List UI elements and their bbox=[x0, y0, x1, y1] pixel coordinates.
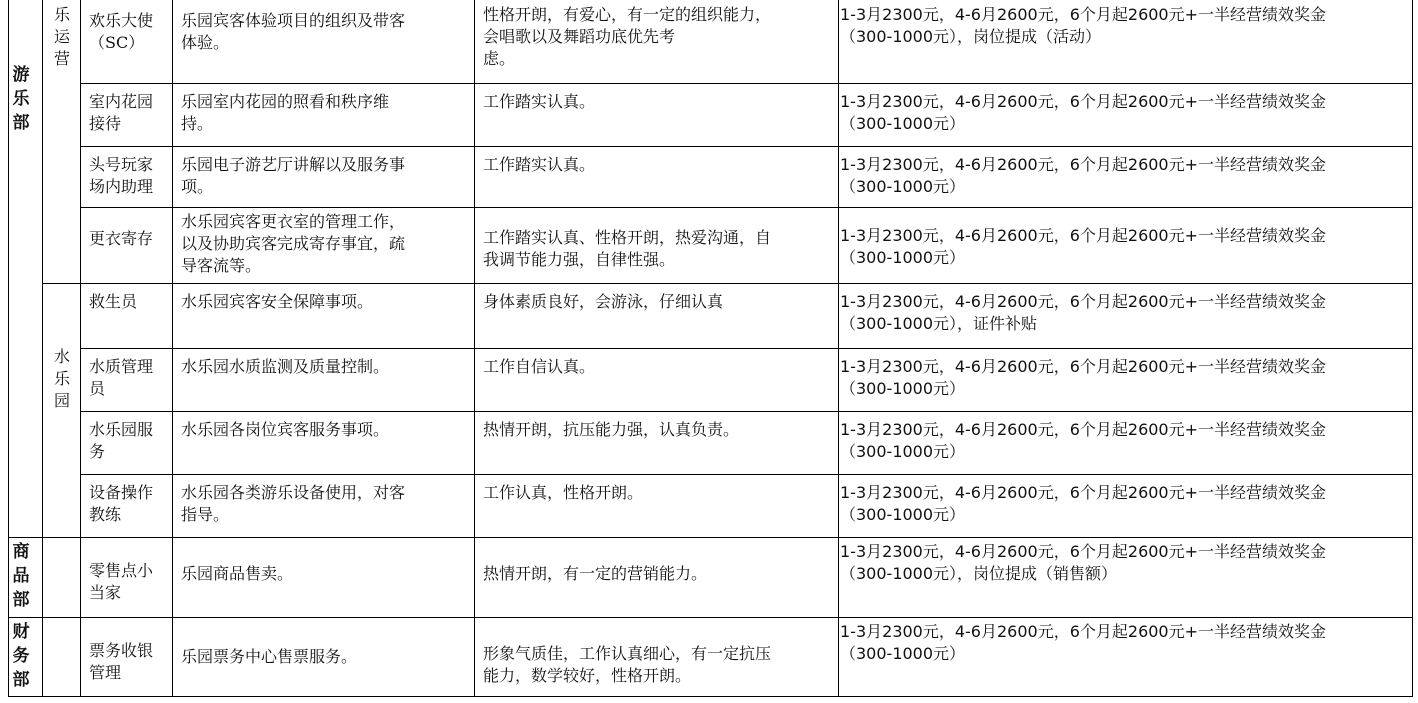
requirement-cell-line: 工作认真，性格开朗。 bbox=[483, 483, 644, 502]
duty-cell-line: 乐园票务中心售票服务。 bbox=[181, 647, 358, 666]
salary-cell-line: （300-1000元） bbox=[840, 379, 966, 398]
position-cell-line: 水乐园服 bbox=[89, 420, 154, 439]
salary-cell-line: 1-3月2300元，4-6月2600元，6个月起2600元+一半经营绩效奖金 bbox=[840, 226, 1327, 245]
salary-cell-line: （300-1000元） bbox=[840, 505, 966, 524]
requirement-cell-line: 热情开朗，抗压能力强，认真负责。 bbox=[483, 420, 740, 439]
duty-cell-line: 乐园室内花园的照看和秩序维 bbox=[181, 92, 390, 111]
salary-cell-line: 1-3月2300元，4-6月2600元，6个月起2600元+一半经营绩效奖金 bbox=[840, 155, 1327, 174]
requirement-cell-line: 工作踏实认真。 bbox=[483, 155, 596, 174]
position-cell-line: 零售点小 bbox=[89, 561, 154, 580]
position-cell-line: 室内花园 bbox=[89, 92, 154, 111]
salary-cell-line: 1-3月2300元，4-6月2600元，6个月起2600元+一半经营绩效奖金 bbox=[840, 420, 1327, 439]
duty-cell-line: 以及协助宾客完成寄存事宜，疏 bbox=[181, 234, 406, 253]
sub-department-label: 水乐园 bbox=[53, 347, 70, 410]
table-rule bbox=[8, 696, 1413, 697]
salary-cell-line: （300-1000元） bbox=[840, 644, 966, 663]
duty-cell-line: 水乐园水质监测及质量控制。 bbox=[181, 357, 390, 376]
requirement-cell-line: 身体素质良好，会游泳，仔细认真 bbox=[483, 292, 724, 311]
salary-cell-line: 1-3月2300元，4-6月2600元，6个月起2600元+一半经营绩效奖金 bbox=[840, 5, 1327, 24]
position-cell-line: 水质管理 bbox=[89, 357, 154, 376]
requirement-cell-line: 会唱歌以及舞蹈功底优先考 bbox=[483, 27, 676, 46]
table-rule bbox=[80, 411, 1413, 412]
salary-cell-line: （300-1000元），岗位提成（活动） bbox=[840, 27, 1102, 46]
requirement-cell-line: 形象气质佳，工作认真细心，有一定抗压 bbox=[483, 644, 772, 663]
requirement-cell-line: 工作踏实认真。 bbox=[483, 92, 596, 111]
department-label: 财务部 bbox=[12, 622, 30, 690]
table-rule bbox=[80, 146, 1413, 147]
duty-cell-line: 乐园宾客体验项目的组织及带客 bbox=[181, 11, 406, 30]
position-cell-line: 管理 bbox=[89, 663, 122, 682]
table-rule bbox=[42, 0, 43, 697]
duty-cell-line: 导客流等。 bbox=[181, 256, 262, 275]
position-cell-line: 救生员 bbox=[89, 292, 138, 311]
table-rule bbox=[80, 474, 1413, 475]
duty-cell-line: 项。 bbox=[181, 177, 214, 196]
table-rule bbox=[42, 283, 1413, 284]
sub-department-label: 乐运营 bbox=[53, 5, 70, 68]
salary-cell-line: （300-1000元） bbox=[840, 248, 966, 267]
position-cell-line: 设备操作 bbox=[89, 483, 154, 502]
table-rule bbox=[80, 83, 1413, 84]
salary-cell-line: 1-3月2300元，4-6月2600元，6个月起2600元+一半经营绩效奖金 bbox=[840, 542, 1327, 561]
duty-cell-line: 水乐园各类游乐设备使用，对客 bbox=[181, 483, 406, 502]
duty-cell-line: 体验。 bbox=[181, 33, 230, 52]
duty-cell-line: 乐园商品售卖。 bbox=[181, 564, 294, 583]
position-cell-line: 员 bbox=[89, 379, 106, 398]
salary-cell-line: 1-3月2300元，4-6月2600元，6个月起2600元+一半经营绩效奖金 bbox=[840, 292, 1327, 311]
salary-cell-line: （300-1000元） bbox=[840, 177, 966, 196]
salary-cell-line: 1-3月2300元，4-6月2600元，6个月起2600元+一半经营绩效奖金 bbox=[840, 357, 1327, 376]
table-rule bbox=[80, 348, 1413, 349]
position-cell-line: 接待 bbox=[89, 114, 122, 133]
salary-cell-line: （300-1000元） bbox=[840, 442, 966, 461]
requirement-cell-line: 工作自信认真。 bbox=[483, 357, 596, 376]
table-rule bbox=[8, 617, 1413, 618]
position-cell-line: 更衣寄存 bbox=[89, 229, 154, 248]
salary-cell-line: （300-1000元），岗位提成（销售额） bbox=[840, 564, 1118, 583]
department-label: 游乐部 bbox=[12, 65, 30, 133]
duty-cell-line: 水乐园各岗位宾客服务事项。 bbox=[181, 420, 390, 439]
requirement-cell-line: 性格开朗，有爱心，有一定的组织能力， bbox=[483, 5, 772, 24]
department-label: 商品部 bbox=[12, 542, 30, 610]
position-cell-line: 场内助理 bbox=[89, 177, 154, 196]
salary-cell-line: （300-1000元） bbox=[840, 114, 966, 133]
salary-cell-line: 1-3月2300元，4-6月2600元，6个月起2600元+一半经营绩效奖金 bbox=[840, 622, 1327, 641]
duty-cell-line: 水乐园宾客更衣室的管理工作， bbox=[181, 212, 406, 231]
position-cell-line: 票务收银 bbox=[89, 641, 154, 660]
requirement-cell-line: 热情开朗，有一定的营销能力。 bbox=[483, 564, 708, 583]
position-cell-line: 当家 bbox=[89, 583, 122, 602]
table-rule bbox=[8, 0, 9, 697]
position-cell-line: 务 bbox=[89, 442, 106, 461]
position-cell-line: 欢乐大使 bbox=[89, 11, 154, 30]
requirement-cell-line: 虑。 bbox=[483, 49, 516, 68]
table-rule bbox=[8, 537, 1413, 538]
requirement-cell-line: 工作踏实认真、性格开朗，热爱沟通，自 bbox=[483, 228, 772, 247]
salary-cell-line: 1-3月2300元，4-6月2600元，6个月起2600元+一半经营绩效奖金 bbox=[840, 483, 1327, 502]
duty-cell-line: 乐园电子游艺厅讲解以及服务事 bbox=[181, 155, 406, 174]
position-cell-line: 教练 bbox=[89, 505, 122, 524]
requirement-cell-line: 我调节能力强，自律性强。 bbox=[483, 250, 676, 269]
table-rule bbox=[80, 207, 1413, 208]
duty-cell-line: 水乐园宾客安全保障事项。 bbox=[181, 292, 374, 311]
position-cell-line: （SC） bbox=[89, 33, 145, 52]
position-cell-line: 头号玩家 bbox=[89, 155, 154, 174]
salary-cell-line: （300-1000元），证件补贴 bbox=[840, 314, 1038, 333]
salary-cell-line: 1-3月2300元，4-6月2600元，6个月起2600元+一半经营绩效奖金 bbox=[840, 92, 1327, 111]
duty-cell-line: 持。 bbox=[181, 114, 214, 133]
requirement-cell-line: 能力，数学较好，性格开朗。 bbox=[483, 666, 692, 685]
duty-cell-line: 指导。 bbox=[181, 505, 230, 524]
